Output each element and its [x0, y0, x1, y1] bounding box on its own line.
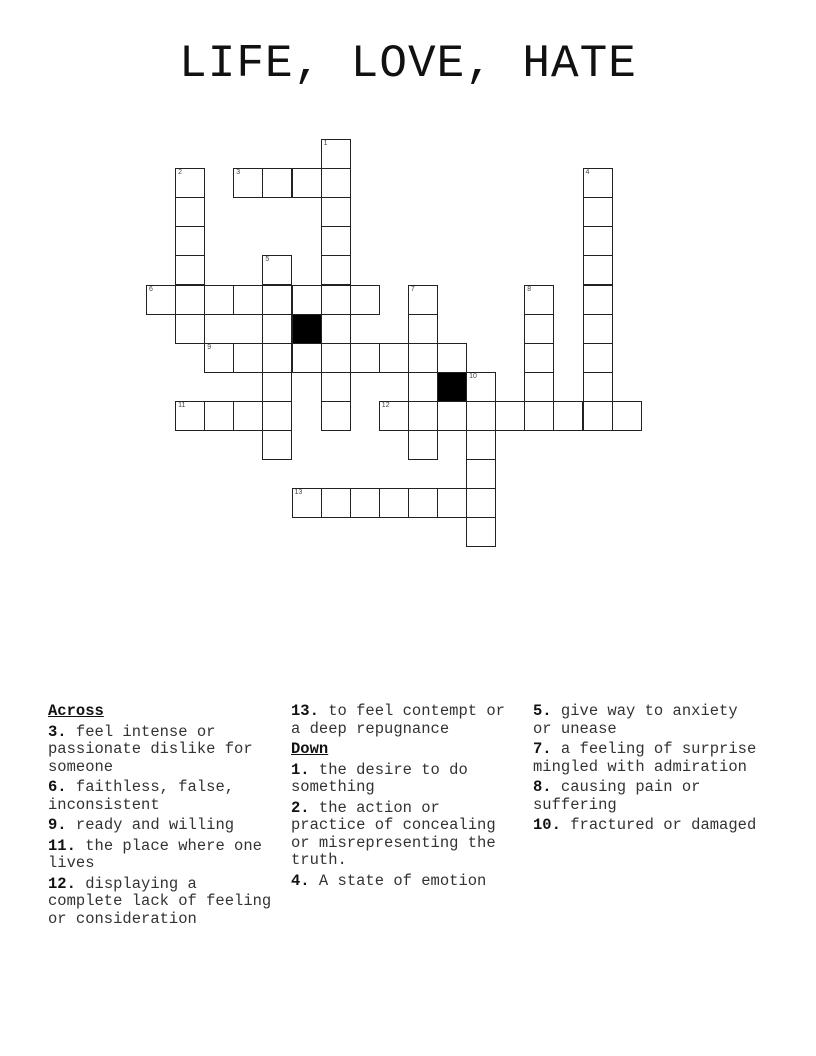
grid-cell[interactable]	[321, 488, 351, 518]
grid-cell[interactable]	[437, 343, 467, 373]
clue-down-8: 8. causing pain or suffering	[533, 778, 701, 814]
grid-cell[interactable]	[437, 488, 467, 518]
grid-cell[interactable]	[466, 401, 496, 431]
grid-cell[interactable]	[612, 401, 642, 431]
clue-number: 6	[149, 285, 153, 293]
across-heading: Across	[48, 702, 104, 720]
grid-cell[interactable]	[350, 343, 380, 373]
grid-cell[interactable]	[204, 343, 234, 373]
grid-cell[interactable]	[292, 168, 322, 198]
grid-cell[interactable]	[408, 488, 438, 518]
grid-cell[interactable]	[233, 401, 263, 431]
grid-cell[interactable]	[262, 430, 292, 460]
grid-cell[interactable]	[175, 285, 205, 315]
grid-cell[interactable]	[408, 285, 438, 315]
grid-cell[interactable]	[466, 430, 496, 460]
clue-down-7: 7. a feeling of surprise mingled with admiration	[533, 740, 757, 776]
grid-cell[interactable]	[524, 401, 554, 431]
clues-column-2	[291, 703, 523, 893]
clue-number: 8	[527, 285, 532, 293]
grid-cell[interactable]	[292, 285, 322, 315]
grid-cell[interactable]	[204, 401, 234, 431]
grid-cell[interactable]	[233, 168, 263, 198]
clue-number: 7	[410, 285, 415, 293]
grid-cell[interactable]	[146, 285, 176, 315]
clue-number: 13	[294, 489, 303, 497]
grid-cell[interactable]	[583, 314, 613, 344]
clue-number: 1	[323, 140, 328, 147]
clue-across-9: 9. ready and willing	[48, 816, 235, 834]
grid-cell[interactable]	[292, 343, 322, 373]
clue-down-2: 2. the action or practice of concealing or misrepresenting the truth.	[291, 798, 496, 869]
grid-cell[interactable]	[262, 343, 292, 373]
grid-cell[interactable]	[262, 314, 292, 344]
clue-across-3: 3. feel intense or passionate dislike for someone	[48, 722, 253, 776]
grid-cell[interactable]	[262, 372, 292, 402]
grid-cell[interactable]	[321, 372, 351, 402]
grid-cell[interactable]	[583, 285, 613, 315]
grid-cell[interactable]	[466, 488, 496, 518]
grid-cell[interactable]	[583, 372, 613, 402]
grid-cell[interactable]	[175, 226, 205, 256]
grid-cell[interactable]	[321, 197, 351, 227]
grid-cell[interactable]	[437, 401, 467, 431]
clue-number: 4	[585, 169, 590, 177]
grid-cell[interactable]	[321, 401, 351, 431]
clue-number: 12	[381, 401, 390, 409]
block-cell	[292, 314, 322, 344]
grid-cell[interactable]	[524, 372, 554, 402]
clue-down-1: 1. the desire to do something	[291, 760, 468, 796]
grid-cell[interactable]	[524, 285, 554, 315]
clues-column-1	[48, 703, 280, 931]
grid-cell[interactable]	[583, 168, 613, 198]
grid-cell[interactable]	[583, 343, 613, 373]
grid-cell[interactable]	[321, 343, 351, 373]
grid-cell[interactable]	[175, 197, 205, 227]
grid-cell[interactable]	[553, 401, 583, 431]
grid-cell[interactable]	[321, 139, 351, 169]
grid-cell[interactable]	[524, 343, 554, 373]
grid-cell[interactable]	[379, 343, 409, 373]
grid-cell[interactable]	[262, 285, 292, 315]
grid-cell[interactable]	[466, 459, 496, 489]
clue-across-13: 13. to feel contempt or a deep repugnance	[291, 702, 505, 738]
clue-number: 10	[469, 372, 477, 380]
clue-down-10: 10. fractured or damaged	[533, 816, 757, 834]
grid-cell[interactable]	[408, 314, 438, 344]
grid-cell[interactable]	[262, 401, 292, 431]
grid-cell[interactable]	[262, 255, 292, 285]
grid-cell[interactable]	[321, 226, 351, 256]
clue-number: 3	[236, 169, 241, 177]
grid-cell[interactable]	[175, 168, 205, 198]
grid-cell[interactable]	[379, 488, 409, 518]
grid-cell[interactable]	[321, 255, 351, 285]
clue-across-11: 11. the place where one lives	[48, 836, 262, 872]
clue-number: 2	[178, 169, 182, 177]
grid-cell[interactable]	[408, 372, 438, 402]
grid-cell[interactable]	[495, 401, 525, 431]
clues-column-3	[533, 703, 765, 838]
grid-cell[interactable]	[175, 255, 205, 285]
grid-cell[interactable]	[350, 285, 380, 315]
puzzle-title: LIFE, LOVE, HATE	[179, 38, 637, 90]
clue-number: 5	[265, 256, 270, 264]
grid-cell[interactable]	[175, 314, 205, 344]
clue-number: 9	[207, 343, 212, 351]
block-cell	[437, 372, 467, 402]
grid-cell[interactable]	[175, 401, 205, 431]
clue-down-4: 4. A state of emotion	[291, 871, 487, 890]
grid-cell[interactable]	[466, 517, 496, 547]
grid-cell[interactable]	[233, 343, 263, 373]
grid-cell[interactable]	[583, 401, 613, 431]
grid-cell[interactable]	[583, 197, 613, 227]
grid-cell[interactable]	[204, 285, 234, 315]
clue-down-5: 5. give way to anxiety or unease	[533, 702, 738, 738]
grid-cell[interactable]	[321, 314, 351, 344]
grid-cell[interactable]	[408, 430, 438, 460]
clue-across-6: 6. faithless, false, inconsistent	[48, 778, 235, 814]
grid-cell[interactable]	[466, 372, 496, 402]
grid-cell[interactable]	[583, 255, 613, 285]
clue-number: 11	[178, 401, 186, 409]
grid-cell[interactable]	[379, 401, 409, 431]
grid-cell[interactable]	[233, 285, 263, 315]
grid-cell[interactable]	[408, 343, 438, 373]
grid-cell[interactable]	[408, 401, 438, 431]
clue-across-12: 12. displaying a complete lack of feeling or consideration	[48, 874, 272, 928]
grid-cell[interactable]	[321, 285, 351, 315]
grid-cell[interactable]	[350, 488, 380, 518]
grid-cell[interactable]	[321, 168, 351, 198]
grid-cell[interactable]	[262, 168, 292, 198]
grid-cell[interactable]	[292, 488, 322, 518]
down-heading: Down	[291, 740, 329, 758]
grid-cell[interactable]	[524, 314, 554, 344]
grid-cell[interactable]	[583, 226, 613, 256]
